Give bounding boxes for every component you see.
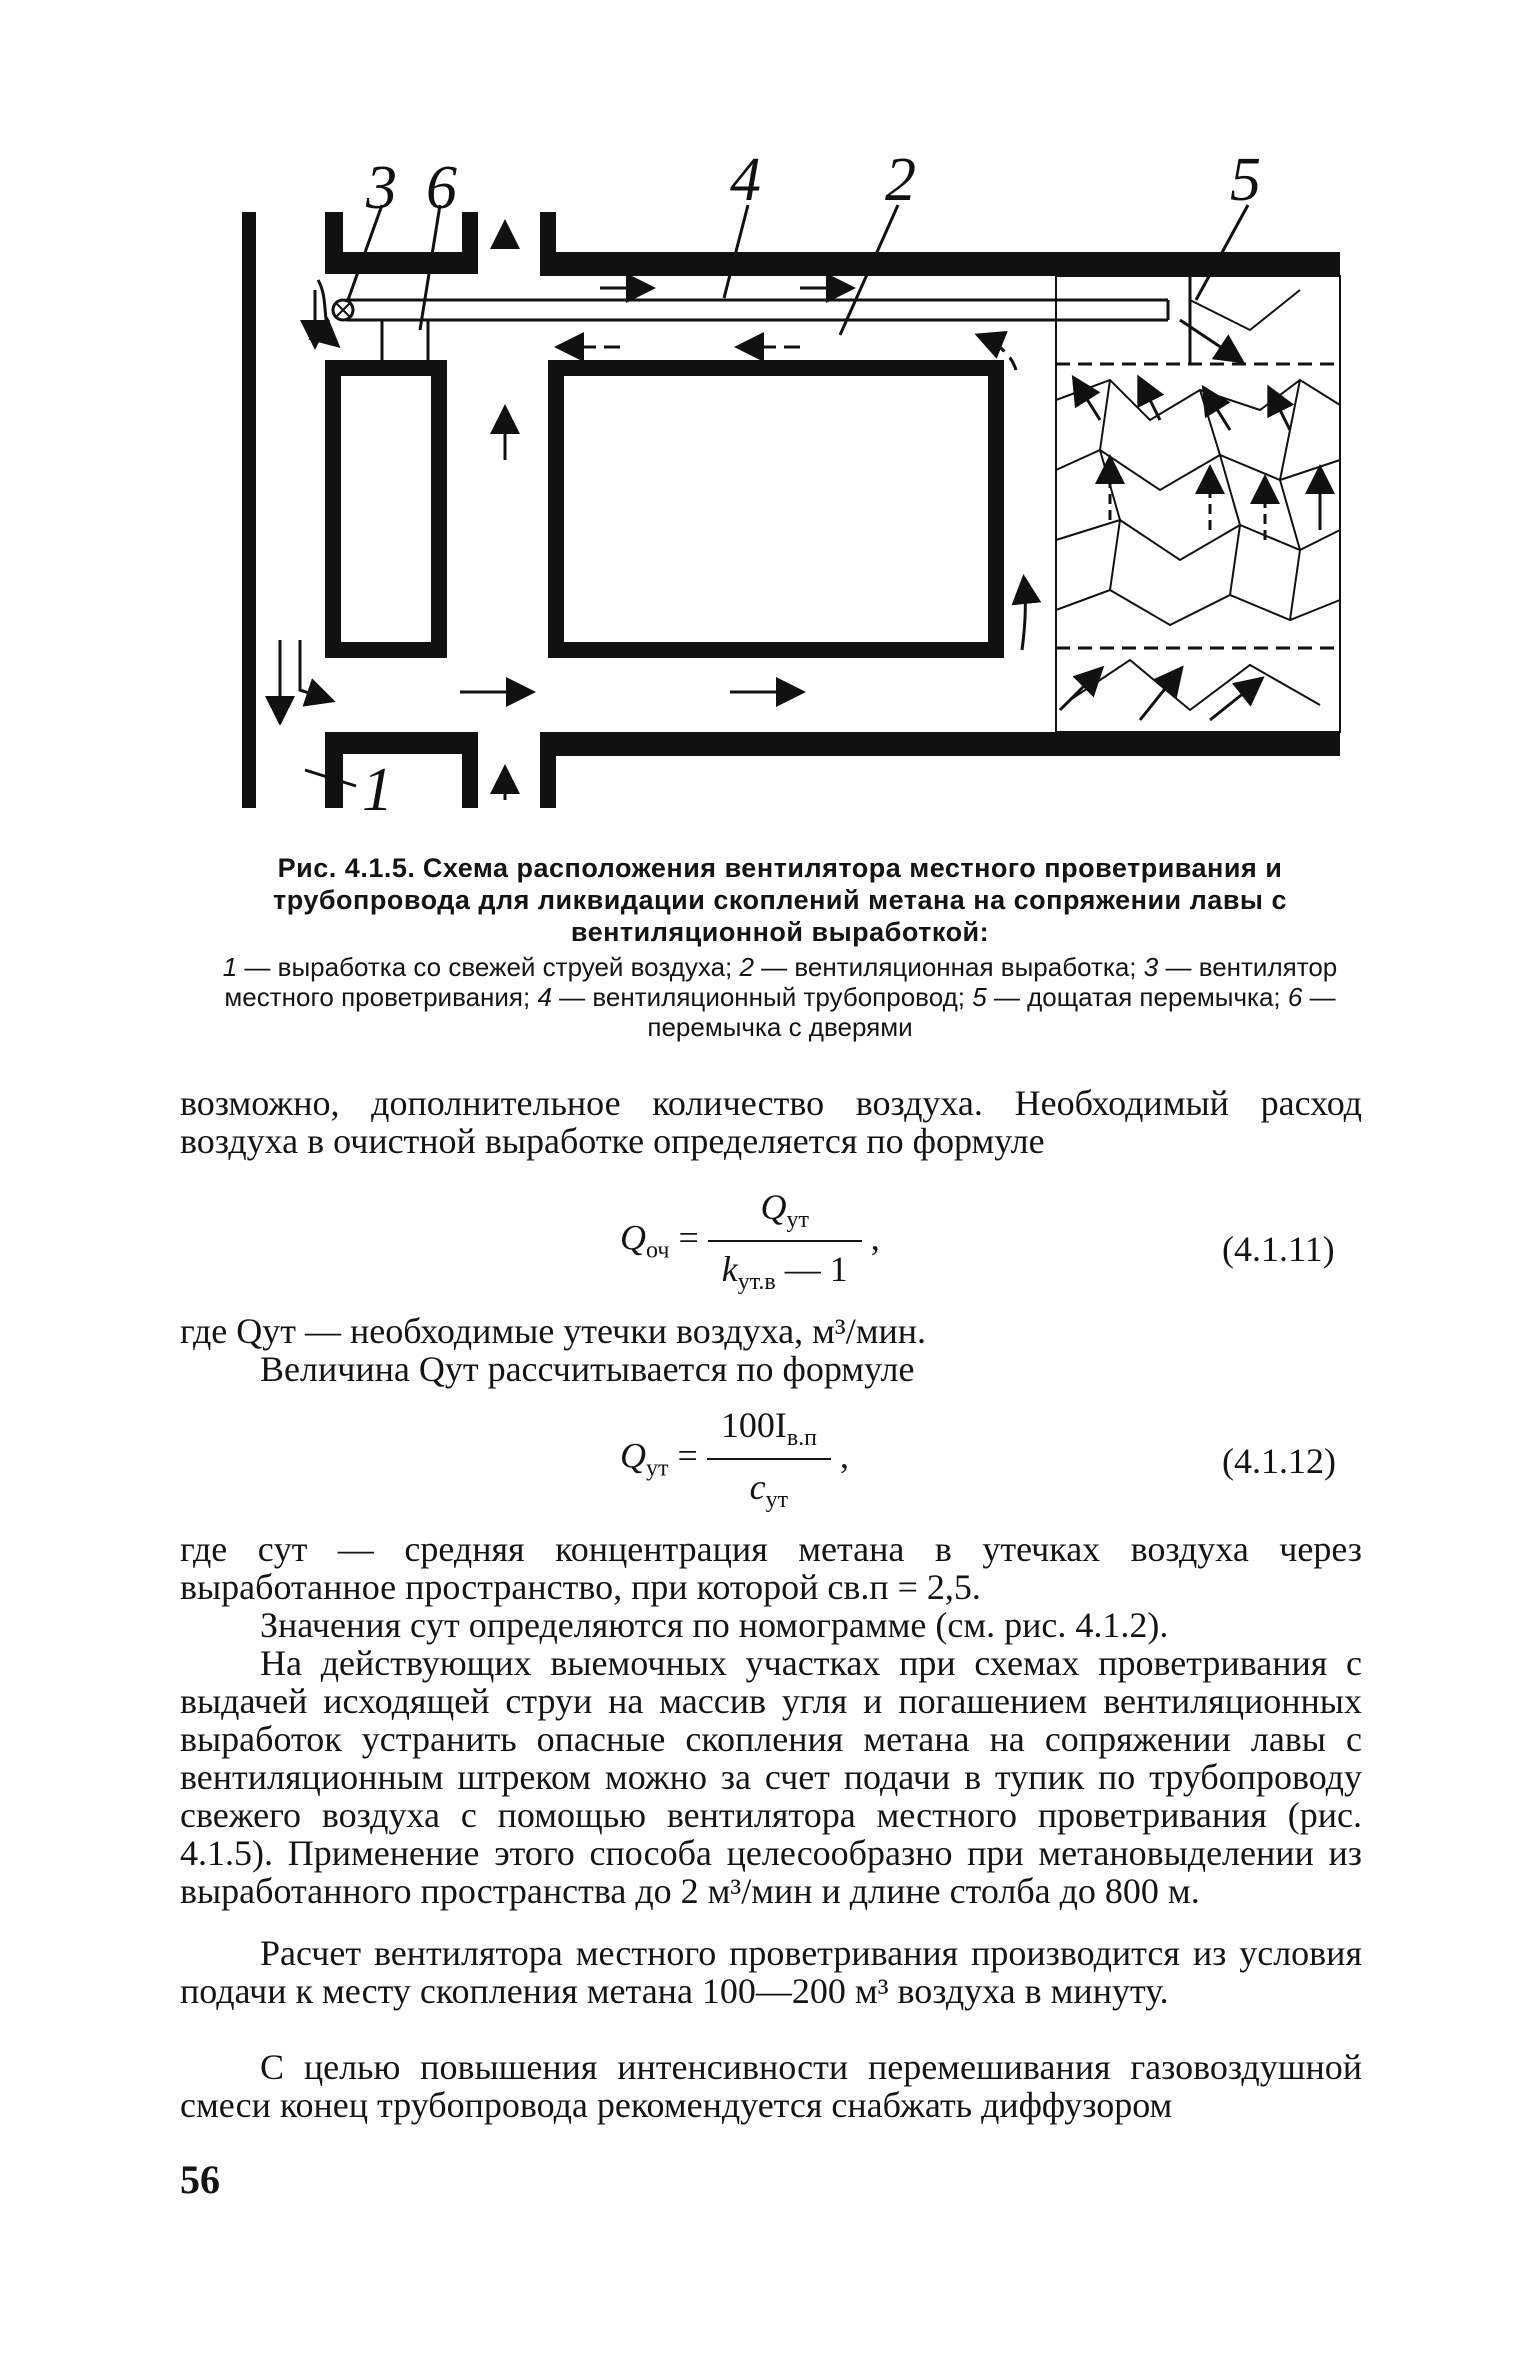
goaf-area <box>1056 276 1340 732</box>
ventilation-scheme-diagram <box>0 0 1536 840</box>
diagram-label-1: 1 <box>362 756 393 824</box>
legend-item: 1 — выработка со свежей струей воздуха; <box>222 952 733 982</box>
diagram-label-4: 4 <box>730 146 761 214</box>
coal-pillars <box>333 368 996 650</box>
paragraph-1: возможно, дополнительное количество воздуха. Необходимый расход воздуха в очистной выработке определяется по формуле <box>180 1083 1362 1161</box>
paragraph-2: где Qут — необходимые утечки воздуха, м³/мин. <box>180 1311 927 1351</box>
diagram-label-3: 3 <box>366 154 397 222</box>
paragraph-6: На действующих выемочных участках при схемах проветривания с выдачей исходящей струи на массив угля и погашением вентиляционных выработок устранить опасные скопления метана на сопряжении лавы с вентиляционным штреком можно за счет подачи в тупик по трубопроводу свежего воздуха с помощью вентилятора местного проветривания (рис. 4.1.5). Применение этого способа целесообразно при метановыделении из выработанного пространства до 2 м³/мин и длине столба до 800 м. <box>180 1643 1362 1911</box>
caption-title: Рис. 4.1.5. <box>277 853 416 883</box>
figure-caption <box>198 852 1362 948</box>
page-number: 56 <box>180 2157 220 2202</box>
caption-text: Схема расположения вентилятора местного проветривания и трубопровода для ликвидации скоплений метана на сопряжении лавы с вентиляционной выработкой: <box>272 853 1287 947</box>
formula-4-1-11: $Q_{оч}$ = $\frac{Q_{ут}}{k_{ут.в} — 1}$ , <box>620 1187 880 1296</box>
diagram-label-5: 5 <box>1230 146 1261 214</box>
paragraph-5: Значения cут определяются по номограмме (см. рис. 4.1.2). <box>260 1605 1169 1645</box>
legend-item: 6 — перемычка с дверями <box>647 982 1336 1042</box>
figure-legend <box>198 952 1362 1042</box>
equation-number-4-1-11: (4.1.11) <box>1222 1229 1335 1269</box>
equation-number-4-1-12: (4.1.12) <box>1222 1441 1336 1481</box>
legend-item: 5 — дощатая перемычка; <box>972 982 1281 1012</box>
paragraph-8: С целью повышения интенсивности перемешивания газовоздушной смеси конец трубопровода рекомендуется снабжать диффузором <box>180 2047 1362 2125</box>
formula-4-1-12: $Q_{ут}$ = $\frac{100I_{в.п}}{c_{ут}}$ , <box>620 1405 849 1514</box>
diagram-label-2: 2 <box>885 146 916 214</box>
paragraph-3: Величина Qут рассчитывается по формуле <box>260 1349 915 1389</box>
ventilation-pipeline <box>333 300 1168 320</box>
legend-item: 2 — вентиляционная выработка; <box>739 952 1137 982</box>
legend-item: 4 — вентиляционный трубопровод; <box>537 982 965 1012</box>
paragraph-7: Расчет вентилятора местного проветривания производится из условия подачи к месту скопления метана 100—200 м³ воздуха в минуту. <box>180 1933 1362 2011</box>
paragraph-4: где cут — средняя концентрация метана в утечках воздуха через выработанное пространство, при которой cв.п = 2,5. <box>180 1529 1362 1607</box>
diagram-label-6: 6 <box>426 154 457 222</box>
legend-item: 3 — вентилятор местного проветривания; <box>224 952 1338 1012</box>
